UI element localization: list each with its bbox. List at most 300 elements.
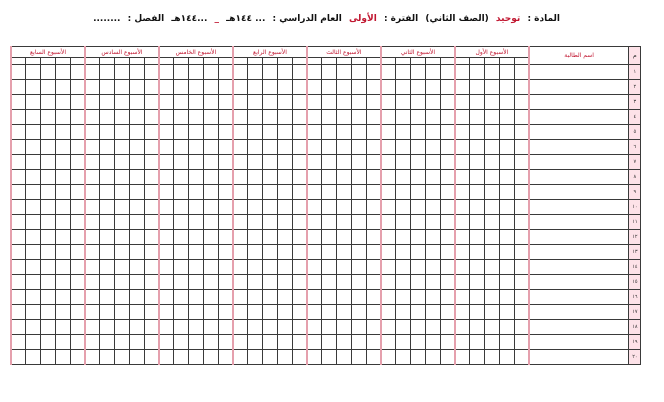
attendance-cell[interactable] xyxy=(292,80,307,95)
student-name-cell[interactable] xyxy=(529,110,629,125)
attendance-cell[interactable] xyxy=(129,80,144,95)
attendance-cell[interactable] xyxy=(85,200,100,215)
attendance-cell[interactable] xyxy=(411,260,426,275)
attendance-cell[interactable] xyxy=(174,95,189,110)
attendance-cell[interactable] xyxy=(159,275,174,290)
attendance-cell[interactable] xyxy=(485,320,500,335)
attendance-cell[interactable] xyxy=(485,215,500,230)
attendance-cell[interactable] xyxy=(292,95,307,110)
attendance-cell[interactable] xyxy=(292,125,307,140)
attendance-cell[interactable] xyxy=(26,65,41,80)
attendance-cell[interactable] xyxy=(70,260,85,275)
attendance-cell[interactable] xyxy=(277,290,292,305)
attendance-cell[interactable] xyxy=(100,95,115,110)
attendance-cell[interactable] xyxy=(381,80,396,95)
attendance-cell[interactable] xyxy=(85,170,100,185)
attendance-cell[interactable] xyxy=(189,65,204,80)
attendance-cell[interactable] xyxy=(292,200,307,215)
attendance-cell[interactable] xyxy=(26,185,41,200)
attendance-cell[interactable] xyxy=(174,215,189,230)
attendance-cell[interactable] xyxy=(277,275,292,290)
attendance-cell[interactable] xyxy=(174,230,189,245)
attendance-cell[interactable] xyxy=(396,170,411,185)
attendance-cell[interactable] xyxy=(203,80,218,95)
attendance-cell[interactable] xyxy=(159,230,174,245)
attendance-cell[interactable] xyxy=(85,95,100,110)
attendance-cell[interactable] xyxy=(218,320,233,335)
attendance-cell[interactable] xyxy=(159,320,174,335)
attendance-cell[interactable] xyxy=(322,140,337,155)
attendance-cell[interactable] xyxy=(189,350,204,365)
student-name-cell[interactable] xyxy=(529,95,629,110)
attendance-cell[interactable] xyxy=(129,125,144,140)
attendance-cell[interactable] xyxy=(144,230,159,245)
attendance-cell[interactable] xyxy=(11,230,26,245)
attendance-cell[interactable] xyxy=(440,95,455,110)
attendance-cell[interactable] xyxy=(455,275,470,290)
attendance-cell[interactable] xyxy=(455,155,470,170)
attendance-cell[interactable] xyxy=(203,95,218,110)
attendance-cell[interactable] xyxy=(396,260,411,275)
attendance-cell[interactable] xyxy=(218,290,233,305)
attendance-cell[interactable] xyxy=(233,260,248,275)
attendance-cell[interactable] xyxy=(218,305,233,320)
attendance-cell[interactable] xyxy=(499,65,514,80)
attendance-cell[interactable] xyxy=(322,155,337,170)
attendance-cell[interactable] xyxy=(41,275,56,290)
attendance-cell[interactable] xyxy=(307,215,322,230)
attendance-cell[interactable] xyxy=(307,230,322,245)
attendance-cell[interactable] xyxy=(263,350,278,365)
student-name-cell[interactable] xyxy=(529,335,629,350)
attendance-cell[interactable] xyxy=(470,275,485,290)
attendance-cell[interactable] xyxy=(366,200,381,215)
attendance-cell[interactable] xyxy=(337,215,352,230)
attendance-cell[interactable] xyxy=(218,95,233,110)
attendance-cell[interactable] xyxy=(277,185,292,200)
attendance-cell[interactable] xyxy=(337,275,352,290)
attendance-cell[interactable] xyxy=(263,200,278,215)
attendance-cell[interactable] xyxy=(85,185,100,200)
attendance-cell[interactable] xyxy=(470,215,485,230)
attendance-cell[interactable] xyxy=(100,335,115,350)
attendance-cell[interactable] xyxy=(351,260,366,275)
attendance-cell[interactable] xyxy=(307,125,322,140)
attendance-cell[interactable] xyxy=(263,110,278,125)
attendance-cell[interactable] xyxy=(499,170,514,185)
attendance-cell[interactable] xyxy=(55,170,70,185)
attendance-cell[interactable] xyxy=(440,80,455,95)
attendance-cell[interactable] xyxy=(115,215,130,230)
attendance-cell[interactable] xyxy=(470,200,485,215)
attendance-cell[interactable] xyxy=(455,185,470,200)
attendance-cell[interactable] xyxy=(455,305,470,320)
attendance-cell[interactable] xyxy=(440,185,455,200)
attendance-cell[interactable] xyxy=(322,230,337,245)
attendance-cell[interactable] xyxy=(322,245,337,260)
attendance-cell[interactable] xyxy=(115,140,130,155)
attendance-cell[interactable] xyxy=(322,185,337,200)
attendance-cell[interactable] xyxy=(366,245,381,260)
attendance-cell[interactable] xyxy=(41,200,56,215)
attendance-cell[interactable] xyxy=(115,125,130,140)
attendance-cell[interactable] xyxy=(85,80,100,95)
attendance-cell[interactable] xyxy=(144,140,159,155)
attendance-cell[interactable] xyxy=(351,65,366,80)
attendance-cell[interactable] xyxy=(322,350,337,365)
attendance-cell[interactable] xyxy=(485,200,500,215)
attendance-cell[interactable] xyxy=(455,320,470,335)
attendance-cell[interactable] xyxy=(292,350,307,365)
attendance-cell[interactable] xyxy=(411,320,426,335)
attendance-cell[interactable] xyxy=(159,215,174,230)
attendance-cell[interactable] xyxy=(41,170,56,185)
attendance-cell[interactable] xyxy=(55,65,70,80)
attendance-cell[interactable] xyxy=(70,155,85,170)
attendance-cell[interactable] xyxy=(174,335,189,350)
attendance-cell[interactable] xyxy=(307,65,322,80)
attendance-cell[interactable] xyxy=(70,305,85,320)
attendance-cell[interactable] xyxy=(263,65,278,80)
attendance-cell[interactable] xyxy=(514,230,529,245)
attendance-cell[interactable] xyxy=(440,320,455,335)
attendance-cell[interactable] xyxy=(41,155,56,170)
student-name-cell[interactable] xyxy=(529,185,629,200)
attendance-cell[interactable] xyxy=(159,140,174,155)
attendance-cell[interactable] xyxy=(366,335,381,350)
attendance-cell[interactable] xyxy=(425,200,440,215)
attendance-cell[interactable] xyxy=(85,350,100,365)
attendance-cell[interactable] xyxy=(174,155,189,170)
attendance-cell[interactable] xyxy=(470,110,485,125)
attendance-cell[interactable] xyxy=(70,275,85,290)
attendance-cell[interactable] xyxy=(455,200,470,215)
attendance-cell[interactable] xyxy=(26,290,41,305)
attendance-cell[interactable] xyxy=(144,350,159,365)
attendance-cell[interactable] xyxy=(381,245,396,260)
attendance-cell[interactable] xyxy=(425,350,440,365)
attendance-cell[interactable] xyxy=(514,290,529,305)
attendance-cell[interactable] xyxy=(203,185,218,200)
attendance-cell[interactable] xyxy=(499,305,514,320)
attendance-cell[interactable] xyxy=(337,305,352,320)
attendance-cell[interactable] xyxy=(174,80,189,95)
attendance-cell[interactable] xyxy=(292,140,307,155)
attendance-cell[interactable] xyxy=(337,155,352,170)
attendance-cell[interactable] xyxy=(129,275,144,290)
attendance-cell[interactable] xyxy=(174,140,189,155)
attendance-cell[interactable] xyxy=(26,110,41,125)
attendance-cell[interactable] xyxy=(218,230,233,245)
attendance-cell[interactable] xyxy=(292,290,307,305)
attendance-cell[interactable] xyxy=(189,215,204,230)
attendance-cell[interactable] xyxy=(85,290,100,305)
attendance-cell[interactable] xyxy=(100,200,115,215)
attendance-cell[interactable] xyxy=(381,305,396,320)
attendance-cell[interactable] xyxy=(85,155,100,170)
attendance-cell[interactable] xyxy=(277,215,292,230)
attendance-cell[interactable] xyxy=(174,305,189,320)
attendance-cell[interactable] xyxy=(337,95,352,110)
attendance-cell[interactable] xyxy=(499,260,514,275)
attendance-cell[interactable] xyxy=(470,245,485,260)
attendance-cell[interactable] xyxy=(100,230,115,245)
attendance-cell[interactable] xyxy=(337,170,352,185)
attendance-cell[interactable] xyxy=(218,155,233,170)
attendance-cell[interactable] xyxy=(203,155,218,170)
attendance-cell[interactable] xyxy=(499,275,514,290)
attendance-cell[interactable] xyxy=(411,245,426,260)
attendance-cell[interactable] xyxy=(485,335,500,350)
attendance-cell[interactable] xyxy=(337,290,352,305)
attendance-cell[interactable] xyxy=(218,65,233,80)
attendance-cell[interactable] xyxy=(159,95,174,110)
attendance-cell[interactable] xyxy=(233,350,248,365)
attendance-cell[interactable] xyxy=(322,320,337,335)
attendance-cell[interactable] xyxy=(248,200,263,215)
attendance-cell[interactable] xyxy=(263,140,278,155)
attendance-cell[interactable] xyxy=(100,140,115,155)
attendance-cell[interactable] xyxy=(263,320,278,335)
attendance-cell[interactable] xyxy=(292,260,307,275)
attendance-cell[interactable] xyxy=(85,215,100,230)
attendance-cell[interactable] xyxy=(411,65,426,80)
attendance-cell[interactable] xyxy=(41,215,56,230)
attendance-cell[interactable] xyxy=(203,215,218,230)
attendance-cell[interactable] xyxy=(470,185,485,200)
attendance-cell[interactable] xyxy=(115,185,130,200)
attendance-cell[interactable] xyxy=(307,95,322,110)
attendance-cell[interactable] xyxy=(203,350,218,365)
attendance-cell[interactable] xyxy=(174,125,189,140)
attendance-cell[interactable] xyxy=(26,350,41,365)
attendance-cell[interactable] xyxy=(351,170,366,185)
attendance-cell[interactable] xyxy=(248,80,263,95)
attendance-cell[interactable] xyxy=(485,185,500,200)
attendance-cell[interactable] xyxy=(381,125,396,140)
student-name-cell[interactable] xyxy=(529,305,629,320)
attendance-cell[interactable] xyxy=(233,305,248,320)
attendance-cell[interactable] xyxy=(411,350,426,365)
attendance-cell[interactable] xyxy=(174,170,189,185)
attendance-cell[interactable] xyxy=(85,125,100,140)
attendance-cell[interactable] xyxy=(307,110,322,125)
attendance-cell[interactable] xyxy=(396,110,411,125)
attendance-cell[interactable] xyxy=(470,350,485,365)
attendance-cell[interactable] xyxy=(70,185,85,200)
attendance-cell[interactable] xyxy=(129,350,144,365)
attendance-cell[interactable] xyxy=(41,260,56,275)
attendance-cell[interactable] xyxy=(100,110,115,125)
attendance-cell[interactable] xyxy=(485,170,500,185)
attendance-cell[interactable] xyxy=(277,170,292,185)
student-name-cell[interactable] xyxy=(529,275,629,290)
attendance-cell[interactable] xyxy=(366,305,381,320)
attendance-cell[interactable] xyxy=(455,335,470,350)
attendance-cell[interactable] xyxy=(144,215,159,230)
attendance-cell[interactable] xyxy=(11,320,26,335)
attendance-cell[interactable] xyxy=(55,125,70,140)
attendance-cell[interactable] xyxy=(129,245,144,260)
attendance-cell[interactable] xyxy=(41,245,56,260)
attendance-cell[interactable] xyxy=(292,185,307,200)
attendance-cell[interactable] xyxy=(425,185,440,200)
attendance-cell[interactable] xyxy=(307,350,322,365)
attendance-cell[interactable] xyxy=(248,110,263,125)
student-name-cell[interactable] xyxy=(529,155,629,170)
attendance-cell[interactable] xyxy=(307,290,322,305)
attendance-cell[interactable] xyxy=(115,65,130,80)
student-name-cell[interactable] xyxy=(529,80,629,95)
attendance-cell[interactable] xyxy=(11,215,26,230)
attendance-cell[interactable] xyxy=(337,335,352,350)
attendance-cell[interactable] xyxy=(11,185,26,200)
attendance-cell[interactable] xyxy=(70,245,85,260)
attendance-cell[interactable] xyxy=(425,110,440,125)
attendance-cell[interactable] xyxy=(55,200,70,215)
attendance-cell[interactable] xyxy=(203,125,218,140)
attendance-cell[interactable] xyxy=(381,335,396,350)
attendance-cell[interactable] xyxy=(485,260,500,275)
attendance-cell[interactable] xyxy=(55,230,70,245)
attendance-cell[interactable] xyxy=(174,110,189,125)
attendance-cell[interactable] xyxy=(425,290,440,305)
attendance-cell[interactable] xyxy=(26,245,41,260)
attendance-cell[interactable] xyxy=(218,215,233,230)
attendance-cell[interactable] xyxy=(159,110,174,125)
attendance-cell[interactable] xyxy=(233,320,248,335)
attendance-cell[interactable] xyxy=(248,125,263,140)
attendance-cell[interactable] xyxy=(248,155,263,170)
attendance-cell[interactable] xyxy=(499,95,514,110)
attendance-cell[interactable] xyxy=(11,290,26,305)
attendance-cell[interactable] xyxy=(55,260,70,275)
attendance-cell[interactable] xyxy=(366,95,381,110)
attendance-cell[interactable] xyxy=(455,245,470,260)
attendance-cell[interactable] xyxy=(129,170,144,185)
student-name-cell[interactable] xyxy=(529,125,629,140)
attendance-cell[interactable] xyxy=(100,290,115,305)
attendance-cell[interactable] xyxy=(440,65,455,80)
attendance-cell[interactable] xyxy=(322,260,337,275)
attendance-cell[interactable] xyxy=(396,95,411,110)
attendance-cell[interactable] xyxy=(292,65,307,80)
attendance-cell[interactable] xyxy=(396,335,411,350)
attendance-cell[interactable] xyxy=(455,125,470,140)
attendance-cell[interactable] xyxy=(425,230,440,245)
attendance-cell[interactable] xyxy=(514,350,529,365)
attendance-cell[interactable] xyxy=(307,260,322,275)
attendance-cell[interactable] xyxy=(514,215,529,230)
attendance-cell[interactable] xyxy=(366,260,381,275)
attendance-cell[interactable] xyxy=(233,95,248,110)
attendance-cell[interactable] xyxy=(218,125,233,140)
attendance-cell[interactable] xyxy=(263,245,278,260)
attendance-cell[interactable] xyxy=(307,305,322,320)
attendance-cell[interactable] xyxy=(351,230,366,245)
attendance-cell[interactable] xyxy=(11,80,26,95)
attendance-cell[interactable] xyxy=(381,155,396,170)
attendance-cell[interactable] xyxy=(144,80,159,95)
attendance-cell[interactable] xyxy=(129,185,144,200)
attendance-cell[interactable] xyxy=(307,320,322,335)
attendance-cell[interactable] xyxy=(203,230,218,245)
attendance-cell[interactable] xyxy=(70,170,85,185)
attendance-cell[interactable] xyxy=(307,245,322,260)
attendance-cell[interactable] xyxy=(233,230,248,245)
attendance-cell[interactable] xyxy=(55,290,70,305)
attendance-cell[interactable] xyxy=(381,200,396,215)
attendance-cell[interactable] xyxy=(425,65,440,80)
attendance-cell[interactable] xyxy=(322,290,337,305)
attendance-cell[interactable] xyxy=(189,95,204,110)
attendance-cell[interactable] xyxy=(337,245,352,260)
attendance-cell[interactable] xyxy=(129,95,144,110)
attendance-cell[interactable] xyxy=(425,170,440,185)
attendance-cell[interactable] xyxy=(470,125,485,140)
attendance-cell[interactable] xyxy=(174,200,189,215)
attendance-cell[interactable] xyxy=(41,290,56,305)
attendance-cell[interactable] xyxy=(11,95,26,110)
attendance-cell[interactable] xyxy=(233,110,248,125)
attendance-cell[interactable] xyxy=(100,125,115,140)
attendance-cell[interactable] xyxy=(455,290,470,305)
attendance-cell[interactable] xyxy=(248,350,263,365)
attendance-cell[interactable] xyxy=(11,155,26,170)
attendance-cell[interactable] xyxy=(11,350,26,365)
attendance-cell[interactable] xyxy=(218,245,233,260)
attendance-cell[interactable] xyxy=(159,245,174,260)
attendance-cell[interactable] xyxy=(129,65,144,80)
attendance-cell[interactable] xyxy=(218,110,233,125)
attendance-cell[interactable] xyxy=(351,200,366,215)
attendance-cell[interactable] xyxy=(218,260,233,275)
attendance-cell[interactable] xyxy=(144,305,159,320)
attendance-cell[interactable] xyxy=(485,230,500,245)
attendance-cell[interactable] xyxy=(248,185,263,200)
attendance-cell[interactable] xyxy=(277,245,292,260)
attendance-cell[interactable] xyxy=(41,320,56,335)
attendance-cell[interactable] xyxy=(115,260,130,275)
attendance-cell[interactable] xyxy=(307,275,322,290)
attendance-cell[interactable] xyxy=(470,140,485,155)
attendance-cell[interactable] xyxy=(499,185,514,200)
attendance-cell[interactable] xyxy=(425,95,440,110)
attendance-cell[interactable] xyxy=(263,260,278,275)
attendance-cell[interactable] xyxy=(292,335,307,350)
attendance-cell[interactable] xyxy=(514,260,529,275)
attendance-cell[interactable] xyxy=(174,65,189,80)
attendance-cell[interactable] xyxy=(144,110,159,125)
attendance-cell[interactable] xyxy=(100,305,115,320)
attendance-cell[interactable] xyxy=(440,335,455,350)
attendance-cell[interactable] xyxy=(115,275,130,290)
attendance-cell[interactable] xyxy=(159,185,174,200)
attendance-cell[interactable] xyxy=(55,305,70,320)
attendance-cell[interactable] xyxy=(411,110,426,125)
attendance-cell[interactable] xyxy=(277,80,292,95)
attendance-cell[interactable] xyxy=(203,170,218,185)
student-name-cell[interactable] xyxy=(529,170,629,185)
attendance-cell[interactable] xyxy=(366,230,381,245)
attendance-cell[interactable] xyxy=(307,170,322,185)
attendance-cell[interactable] xyxy=(425,125,440,140)
attendance-cell[interactable] xyxy=(499,245,514,260)
attendance-cell[interactable] xyxy=(277,110,292,125)
attendance-cell[interactable] xyxy=(70,335,85,350)
attendance-cell[interactable] xyxy=(41,95,56,110)
attendance-cell[interactable] xyxy=(514,185,529,200)
